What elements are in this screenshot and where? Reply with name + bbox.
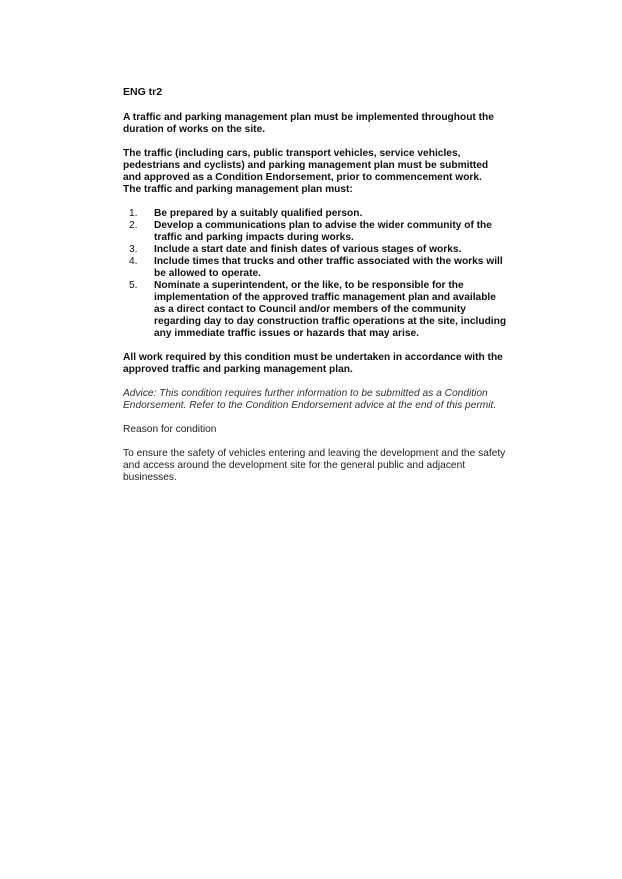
list-item-text: Nominate a superintendent, or the like, to be responsible for the implementation of the approved traffic management plan and available as a direct contact to Council and/or members of the community regarding day to day construction traffic operations at the site, including any immediate traffic issues or hazards that may arise. <box>154 280 507 339</box>
intro-paragraph: A traffic and parking management plan must be implemented throughout the duration of works on the site. <box>123 112 494 135</box>
list-item-text: Include times that trucks and other traffic associated with the works will be allowed to operate. <box>154 256 503 279</box>
list-item-text: Include a start date and finish dates of various stages of works. <box>154 244 462 255</box>
requirements-list <box>123 208 508 340</box>
list-item-number: 4. <box>129 256 138 267</box>
list-item-number: 3. <box>129 244 138 255</box>
compliance-paragraph: All work required by this condition must be undertaken in accordance with the approved traffic and parking management plan. <box>123 352 503 375</box>
list-item <box>123 280 508 340</box>
list-lead-paragraph: The traffic and parking management plan must: <box>123 184 353 195</box>
list-item <box>123 208 508 220</box>
list-item-text: Develop a communications plan to advise the wider community of the traffic and parking impacts during works. <box>154 220 492 243</box>
list-item-text: Be prepared by a suitably qualified person. <box>154 208 363 219</box>
list-item <box>123 220 508 244</box>
list-item <box>123 244 508 256</box>
list-item-number: 5. <box>129 280 138 291</box>
advice-note: Advice: This condition requires further information to be submitted as a Condition Endorsement. Refer to the Condition Endorsement advice at the end of this permit. <box>123 388 497 411</box>
document-body <box>123 86 508 496</box>
condition-code-heading: ENG tr2 <box>123 86 163 98</box>
list-item-number: 1. <box>129 208 138 219</box>
list-item <box>123 256 508 280</box>
reason-text: To ensure the safety of vehicles entering and leaving the development and the safety and access around the development site for the general public and adjacent businesses. <box>123 448 506 483</box>
reason-heading: Reason for condition <box>123 424 217 435</box>
requirement-paragraph: The traffic (including cars, public transport vehicles, service vehicles, pedestrians and cyclists) and parking management plan must be submitted and approved as a Condition Endorsement, prior to commencement work. <box>123 148 489 183</box>
list-item-number: 2. <box>129 220 138 231</box>
